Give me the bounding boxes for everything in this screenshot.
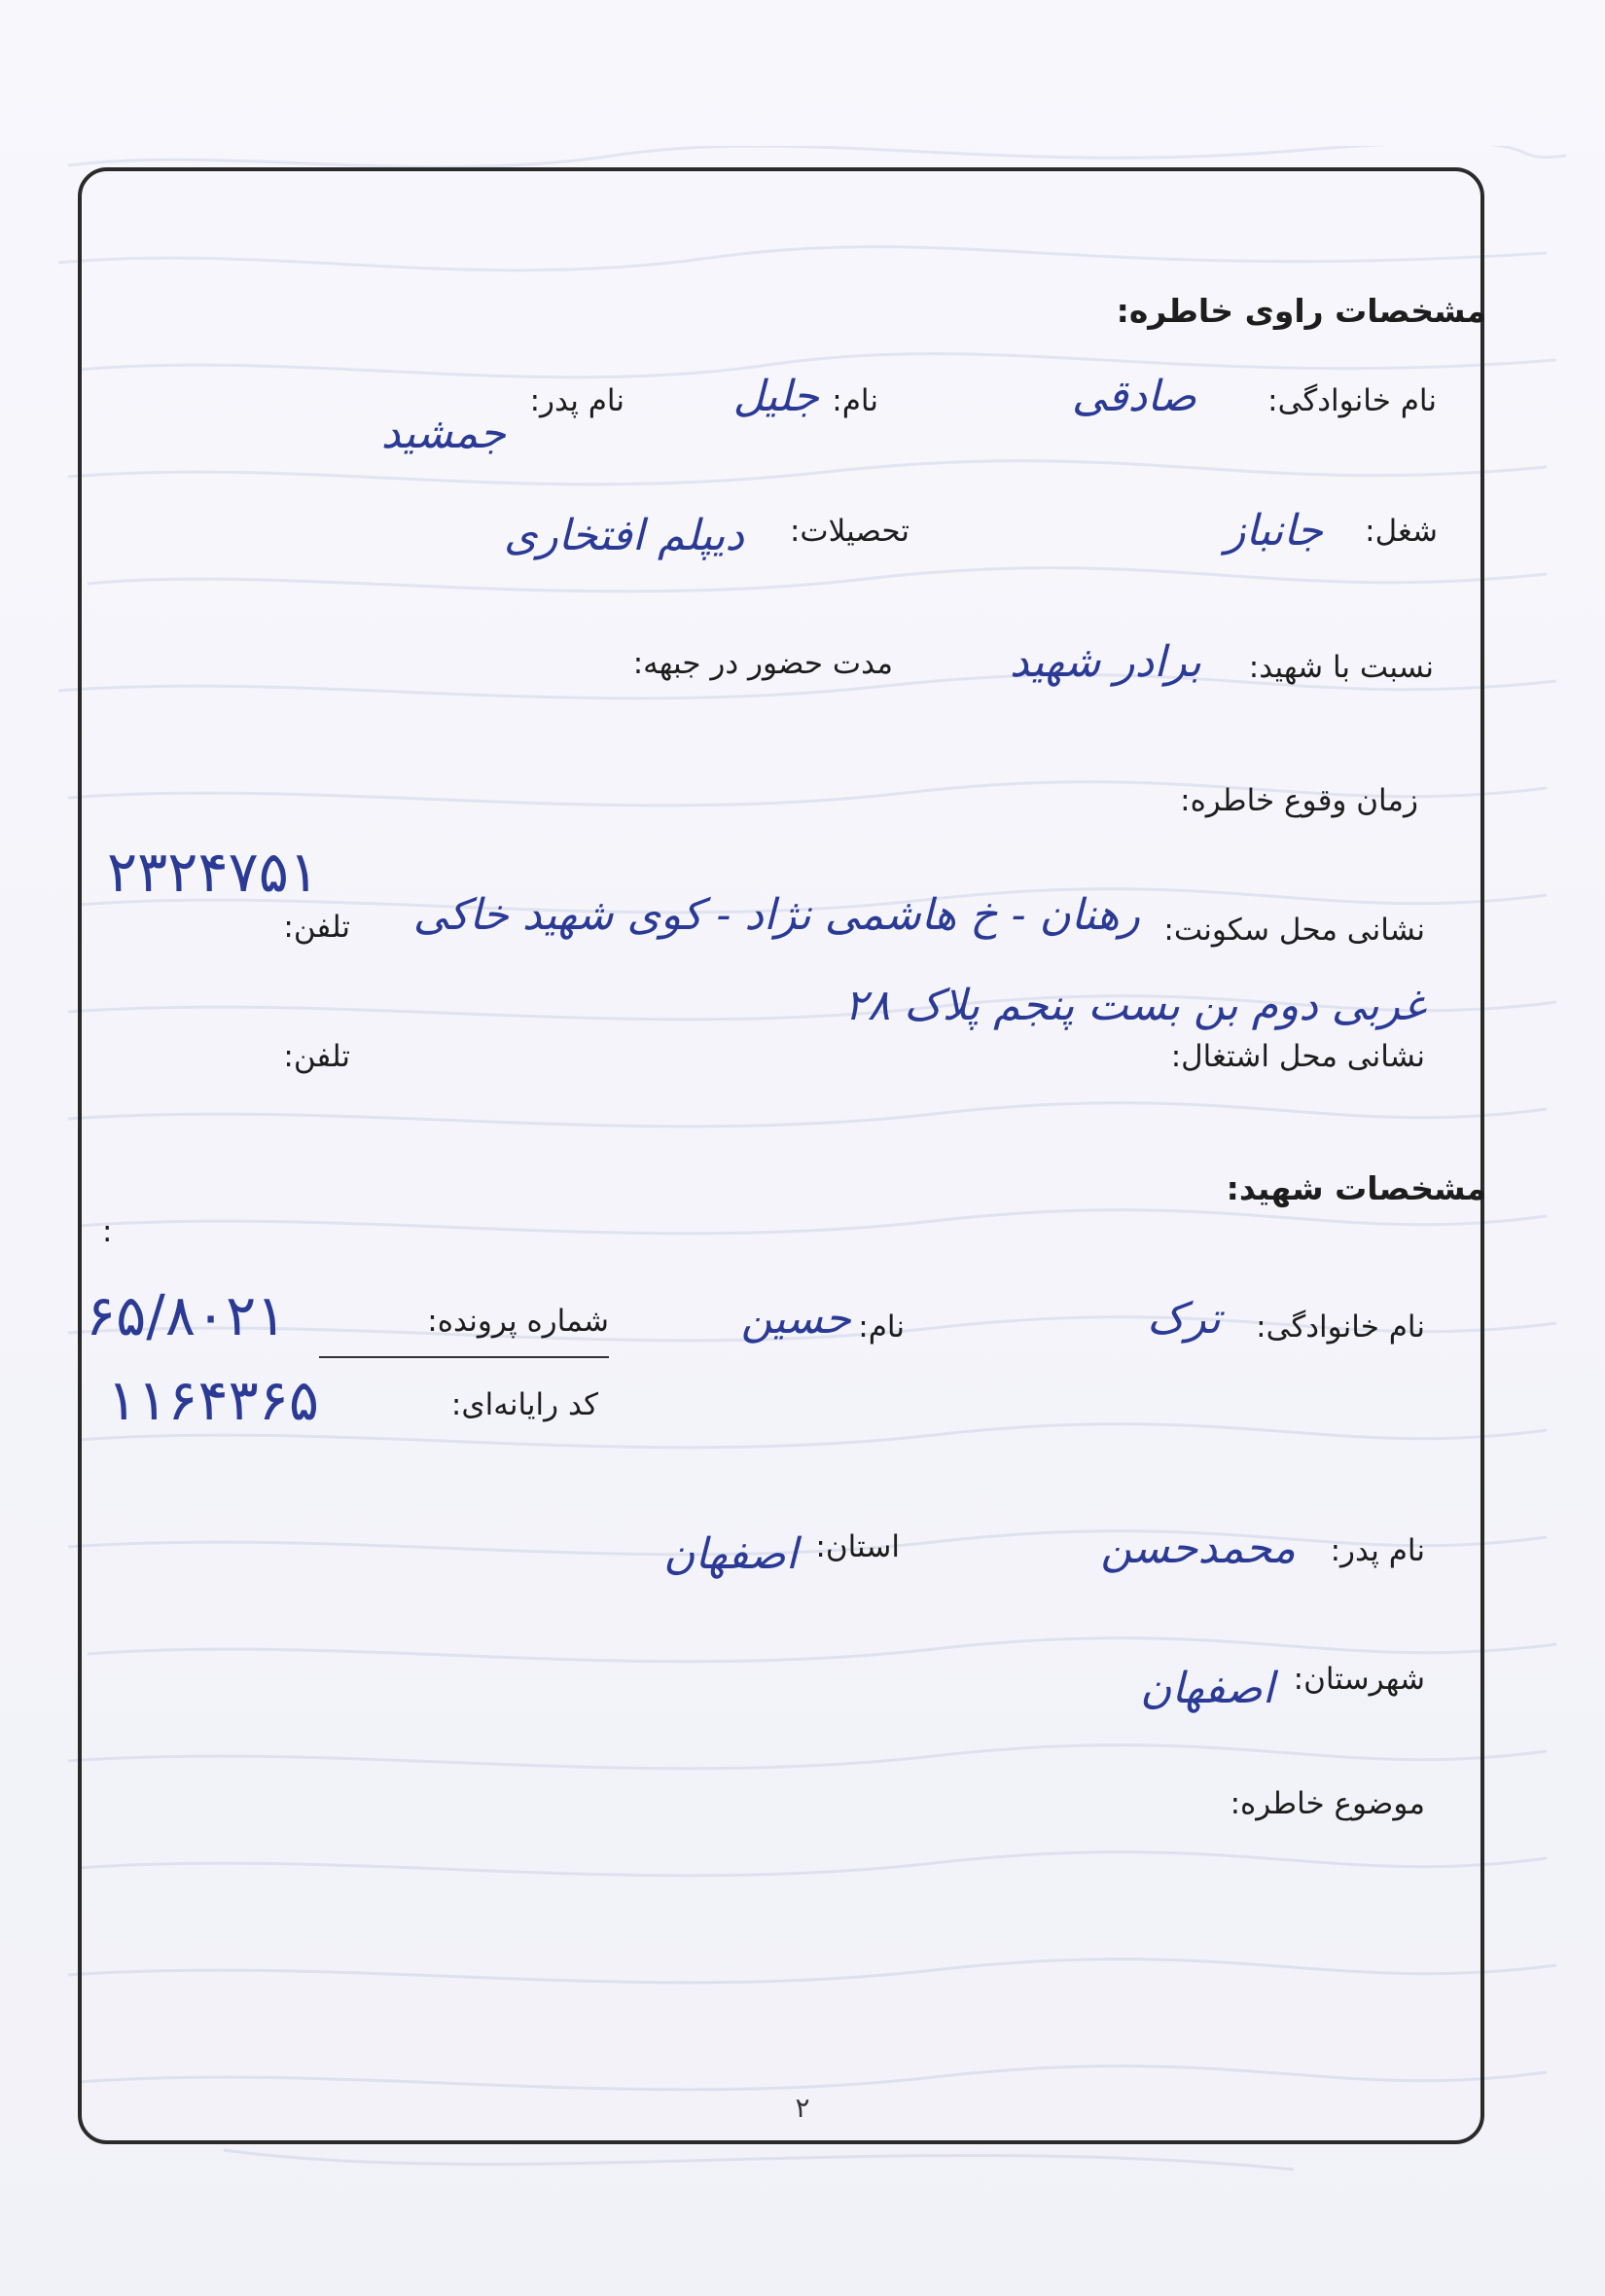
narrator-education-label: تحصیلات: xyxy=(789,514,910,549)
martyr-city-label: شهرستان: xyxy=(1293,1662,1425,1697)
narrator-relation-value: برادر شهید xyxy=(1009,637,1201,687)
martyr-father-label: نام پدر: xyxy=(1330,1533,1425,1568)
narrator-memory-time-label: زمان وقوع خاطره: xyxy=(1180,783,1418,818)
narrator-home-address-line2: غربی دوم بن بست پنجم پلاک ۲۸ xyxy=(843,981,1425,1030)
martyr-file-number-label: شماره پرونده: xyxy=(427,1304,609,1339)
narrator-family-name-label: نام خانوادگی: xyxy=(1267,383,1437,418)
martyr-family-name-value: ترک xyxy=(1147,1294,1221,1344)
narrator-home-phone-value: ۲۳۲۴۷۵۱ xyxy=(107,839,320,905)
martyr-section-heading: مشخصات شهید: xyxy=(1226,1169,1486,1207)
martyr-name-value: حسین xyxy=(740,1294,851,1344)
martyr-file-number-value: ۶۵/۸۰۲۱ xyxy=(86,1282,287,1348)
file-number-underline xyxy=(319,1356,609,1358)
martyr-father-value: محمدحسن xyxy=(1100,1524,1296,1573)
narrator-name-label: نام: xyxy=(832,383,878,418)
narrator-front-duration-label: مدت حضور در جبهه: xyxy=(632,646,893,681)
narrator-work-phone-label: تلفن: xyxy=(283,1039,350,1074)
narrator-family-name-value: صادقی xyxy=(1071,372,1196,421)
martyr-family-name-label: نام خانوادگی: xyxy=(1256,1309,1425,1345)
martyr-colon-mark: : xyxy=(102,1214,113,1249)
martyr-province-value: اصفهان xyxy=(663,1529,798,1579)
narrator-education-value: دیپلم افتخاری xyxy=(504,511,744,560)
martyr-city-value: اصفهان xyxy=(1140,1664,1274,1713)
narrator-relation-label: نسبت با شهید: xyxy=(1248,650,1434,685)
martyr-computer-code-label: کد رایانه‌ای: xyxy=(450,1387,598,1422)
narrator-home-address-line1: رهنان - خ هاشمی نژاد - کوی شهید خاکی xyxy=(412,890,1140,940)
narrator-work-address-label: نشانی محل اشتغال: xyxy=(1170,1039,1425,1074)
narrator-father-label: نام پدر: xyxy=(529,383,624,418)
martyr-name-label: نام: xyxy=(858,1309,905,1345)
narrator-section-heading: مشخصات راوی خاطره: xyxy=(1116,292,1486,330)
narrator-home-phone-label: تلفن: xyxy=(283,910,350,945)
martyr-memory-subject-label: موضوع خاطره: xyxy=(1230,1786,1425,1821)
page-number: ۲ xyxy=(795,2092,810,2124)
martyr-province-label: استان: xyxy=(815,1529,900,1564)
narrator-job-label: شغل: xyxy=(1365,514,1438,549)
narrator-job-value: جانباز xyxy=(1225,506,1323,556)
narrator-home-address-label: نشانی محل سکونت: xyxy=(1163,913,1425,948)
form-border xyxy=(78,167,1484,2144)
narrator-father-value: جمشید xyxy=(380,409,506,458)
martyr-computer-code-value: ۱۱۶۴۳۶۵ xyxy=(107,1367,320,1433)
narrator-name-value: جلیل xyxy=(732,372,819,421)
